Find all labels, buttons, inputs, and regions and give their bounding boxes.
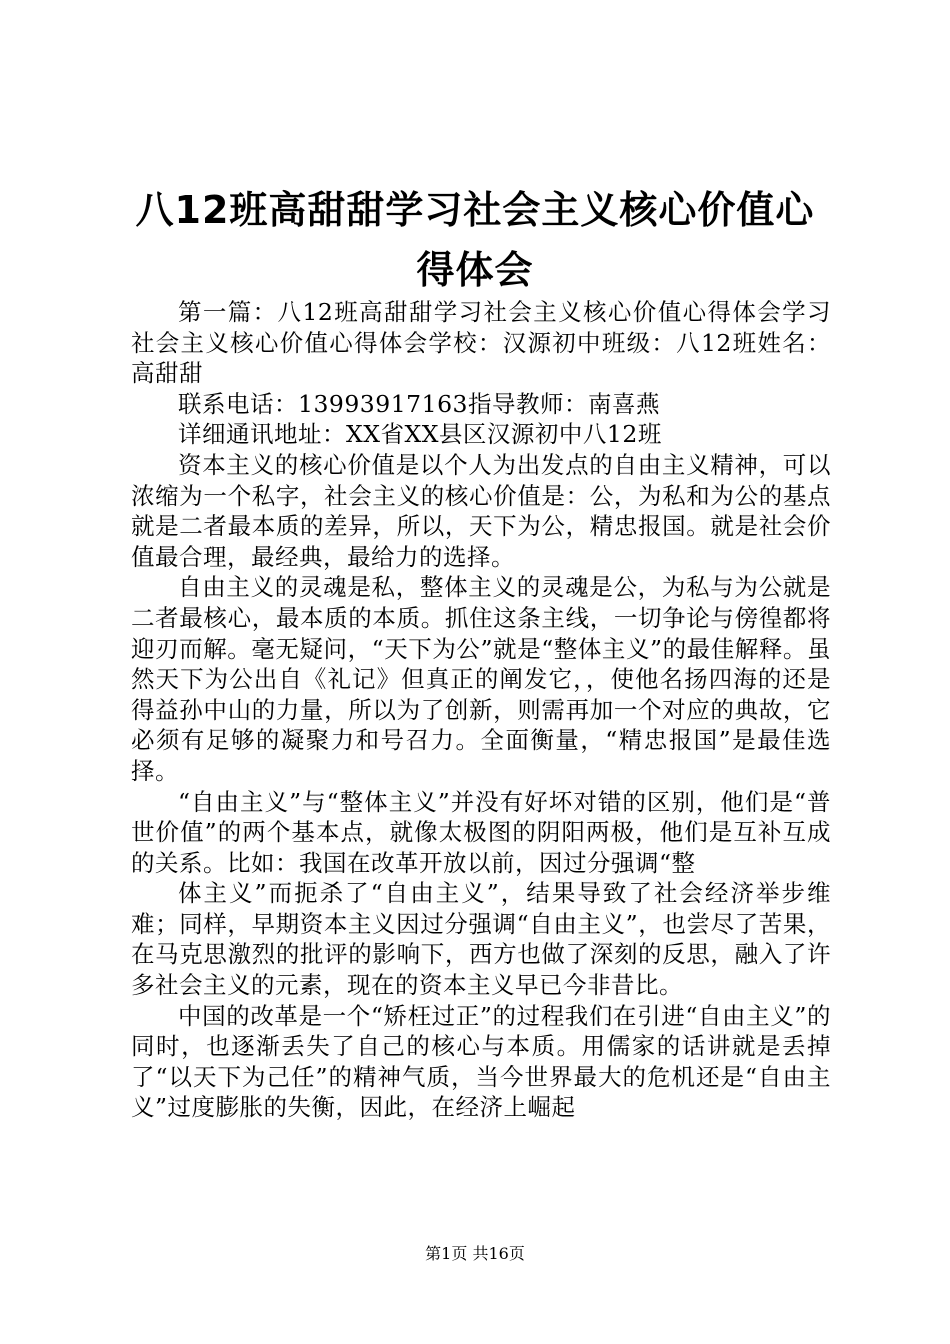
paragraph: 详细通讯地址：XX省XX县区汉源初中八12班: [178, 420, 662, 449]
document-body: [131, 297, 831, 1123]
page-number: 第1页: [425, 1244, 468, 1263]
paragraph: 资本主义的核心价值是以个人为出发点的自由主义精神，可以浓缩为一个私字，社会主义的核心价值是：公，为私和为公的基点就是二者最本质的差异，所以，天下为公，精忠报国。就是社会价值最合理，最经典，最给力的选择。: [131, 450, 831, 571]
paragraph: 联系电话：13993917163指导教师：南喜燕: [178, 389, 660, 418]
paragraph: 第一篇：八12班高甜甜学习社会主义核心价值心得体会学习社会主义核心价值心得体会学校：汉源初中班级：八12班姓名：高甜甜: [131, 298, 831, 388]
paragraph: 体主义”而扼杀了“自由主义”，结果导致了社会经济举步维难；同样，早期资本主义因过分强调“自由主义”，也尝尽了苦果，在马克思激烈的批评的影响下，西方也做了深刻的反思，融入了许多社会主义的元素，现在的资本主义早已今非昔比。: [131, 879, 831, 1000]
page-total: 共16页: [472, 1244, 525, 1263]
page-footer: [0, 1244, 950, 1264]
paragraph: 自由主义的灵魂是私，整体主义的灵魂是公，为私与为公就是二者最核心，最本质的本质。抓住这条主线，一切争论与傍徨都将迎刃而解。毫无疑问，“天下为公”就是“整体主义”的最佳解释。虽然天下为公出自《礼记》但真正的阐发它，，使他名扬四海的还是得益孙中山的力量，所以为了创新，则需再加一个对应的典故，它必须有足够的凝聚力和号召力。全面衡量，“精忠报国”是最佳选择。: [131, 573, 831, 785]
document-title: 八12班高甜甜学习社会主义核心价值心得体会: [135, 188, 815, 292]
paragraph: “自由主义”与“整体主义”并没有好坏对错的区别，他们是“普世价值”的两个基本点，就像太极图的阴阳两极，他们是互补互成的关系。比如：我国在改革开放以前，因过分强调“整: [131, 787, 831, 877]
paragraph: 中国的改革是一个“矫枉过正”的过程我们在引进“自由主义”的同时，也逐渐丢失了自己的核心与本质。用儒家的话讲就是丢掉了“以天下为己任”的精神气质，当今世界最大的危机还是“自由主义”过度膨胀的失衡，因此，在经济上崛起: [131, 1001, 831, 1122]
